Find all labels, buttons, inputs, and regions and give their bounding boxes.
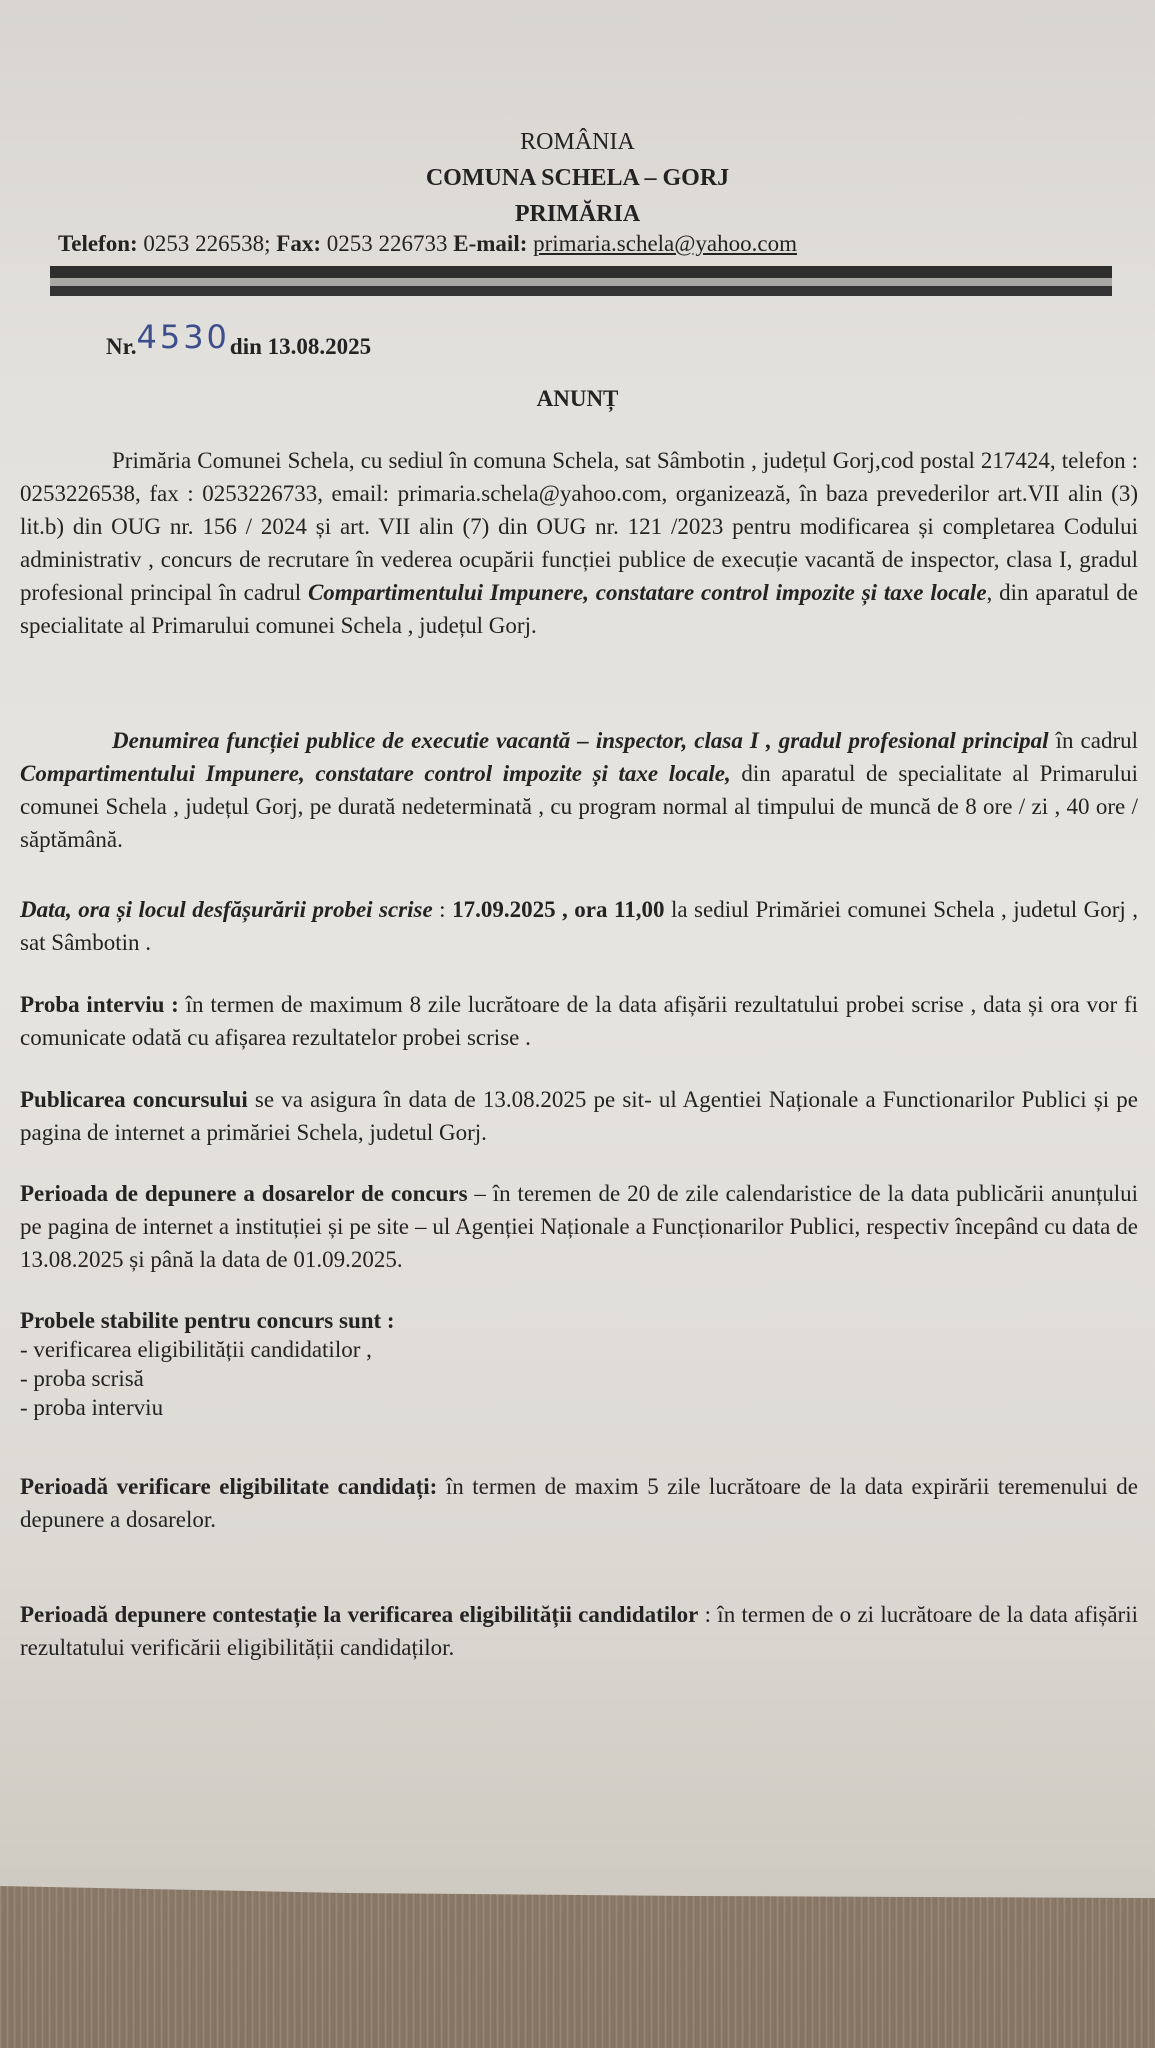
submission-text: – în teremen de 20 de zile calendaristice de la data publicării anunțului pe pagina de internet a instituției și pe site – ul Agenției Naționale a Funcționarilor Publici, respectiv începând cu data de 13.08.2025 și până la data de 01.09.2025. bbox=[20, 1181, 1138, 1272]
paragraph-publication bbox=[20, 1083, 1138, 1149]
email-label: E-mail: bbox=[453, 231, 528, 256]
position-text-end: din aparatul de specialitate al Primarului comunei Schela , județul Gorj, pe durată nedeterminată , cu program normal al timpului de muncă de 8 ore / zi , 40 ore / săptămână. bbox=[20, 761, 1138, 852]
phone-label: Telefon: bbox=[58, 231, 138, 256]
paragraph-intro bbox=[20, 444, 1138, 642]
paragraph-position bbox=[20, 724, 1138, 856]
paragraph-submission bbox=[20, 1177, 1138, 1276]
intro-text-end: , din aparatul de specialitate al Primarului comunei Schela , județul Gorj. bbox=[20, 580, 1138, 638]
email-link[interactable]: primaria.schela@yahoo.com bbox=[533, 231, 797, 256]
paragraph-interview bbox=[20, 988, 1138, 1054]
header-divider-bottom bbox=[50, 286, 1112, 296]
paragraph-eligibility bbox=[20, 1470, 1138, 1536]
wooden-surface bbox=[0, 1886, 1155, 2048]
interview-text: în termen de maximum 8 zile lucrătoare de la data afișării rezultatului probei scrise , data și ora vor fi comunicate odată cu afișarea rezultatelor probei scrise . bbox=[20, 992, 1138, 1050]
written-test-label: Data, ora și locul desfășurării probei scrise bbox=[20, 897, 433, 922]
registration-number-line bbox=[106, 318, 372, 362]
list-item: - proba scrisă bbox=[20, 1366, 144, 1391]
department-name: Compartimentului Impunere, constatare control impozite și taxe locale bbox=[307, 580, 987, 605]
appeal-label: Perioadă depunere contestație la verificarea eligibilității candidatilor bbox=[20, 1602, 699, 1627]
written-test-sep: : bbox=[432, 897, 453, 922]
announcement-title: ANUNȚ bbox=[536, 386, 619, 411]
submission-label: Perioada de depunere a dosarelor de concurs bbox=[20, 1181, 468, 1206]
written-test-location: la sediul Primăriei comunei Schela , judetul Gorj , sat Sâmbotin . bbox=[20, 897, 1139, 955]
phone-number: 0253 226538; bbox=[143, 231, 271, 256]
paragraph-appeal bbox=[20, 1598, 1138, 1664]
position-text: în cadrul bbox=[1048, 728, 1138, 753]
header-institution: PRIMĂRIA bbox=[514, 201, 641, 227]
written-test-datetime: 17.09.2025 , ora 11,00 bbox=[452, 897, 665, 922]
registration-date: din 13.08.2025 bbox=[229, 334, 372, 359]
list-item: - verificarea eligibilității candidatilor , bbox=[20, 1337, 372, 1362]
position-title: Denumirea funcției publice de executie vacantă – inspector, clasa I , gradul profesional principal bbox=[112, 728, 1049, 753]
appeal-text: : în termen de o zi lucrătoare de la data afișării rezultatului verificării eligibilității candidaților. bbox=[20, 1602, 1138, 1660]
header-country: ROMÂNIA bbox=[520, 129, 635, 155]
fax-number: 0253 226733 bbox=[326, 231, 448, 256]
paragraph-written-test bbox=[20, 893, 1138, 959]
header-divider-top bbox=[50, 266, 1112, 278]
intro-text: Primăria Comunei Schela, cu sediul în comuna Schela, sat Sâmbotin , județul Gorj,cod postal 217424, telefon : 0253226538, fax : 0253226733, email: primaria.schela@yahoo.com, organizează, în baza prevederilor art.VII alin (3) lit.b) din OUG nr. 156 / 2024 și art. VII alin (7) din OUG nr. 121 /2023 pentru modificarea și completarea Codului administrativ , concurs de recrutare în vederea ocupării funcției publice de execuție vacantă de inspector, clasa I, gradul profesional principal în cadrul bbox=[20, 448, 1138, 605]
header-commune: COMUNA SCHELA – GORJ bbox=[425, 165, 730, 191]
interview-label: Proba interviu : bbox=[20, 992, 179, 1017]
publication-label: Publicarea concursului bbox=[20, 1087, 248, 1112]
header-divider-middle bbox=[50, 278, 1112, 286]
position-department: Compartimentului Impunere, constatare control impozite și taxe locale, bbox=[20, 761, 731, 786]
fax-label: Fax: bbox=[276, 231, 322, 256]
handwritten-number: 4530 bbox=[136, 318, 230, 356]
tests-label: Probele stabilite pentru concurs sunt : bbox=[20, 1308, 395, 1333]
eligibility-label: Perioadă verificare eligibilitate candidați: bbox=[20, 1474, 438, 1499]
contact-line bbox=[58, 231, 797, 257]
paragraph-tests bbox=[20, 1306, 1138, 1422]
eligibility-text: în termen de maxim 5 zile lucrătoare de la data expirării teremenului de depunere a dosarelor. bbox=[20, 1474, 1139, 1532]
list-item: - proba interviu bbox=[20, 1395, 164, 1420]
registration-prefix: Nr. bbox=[106, 334, 137, 359]
publication-text: se va asigura în data de 13.08.2025 pe sit- ul Agentiei Naționale a Functionarilor Publici și pe pagina de internet a primăriei Schela, judetul Gorj. bbox=[20, 1087, 1138, 1145]
